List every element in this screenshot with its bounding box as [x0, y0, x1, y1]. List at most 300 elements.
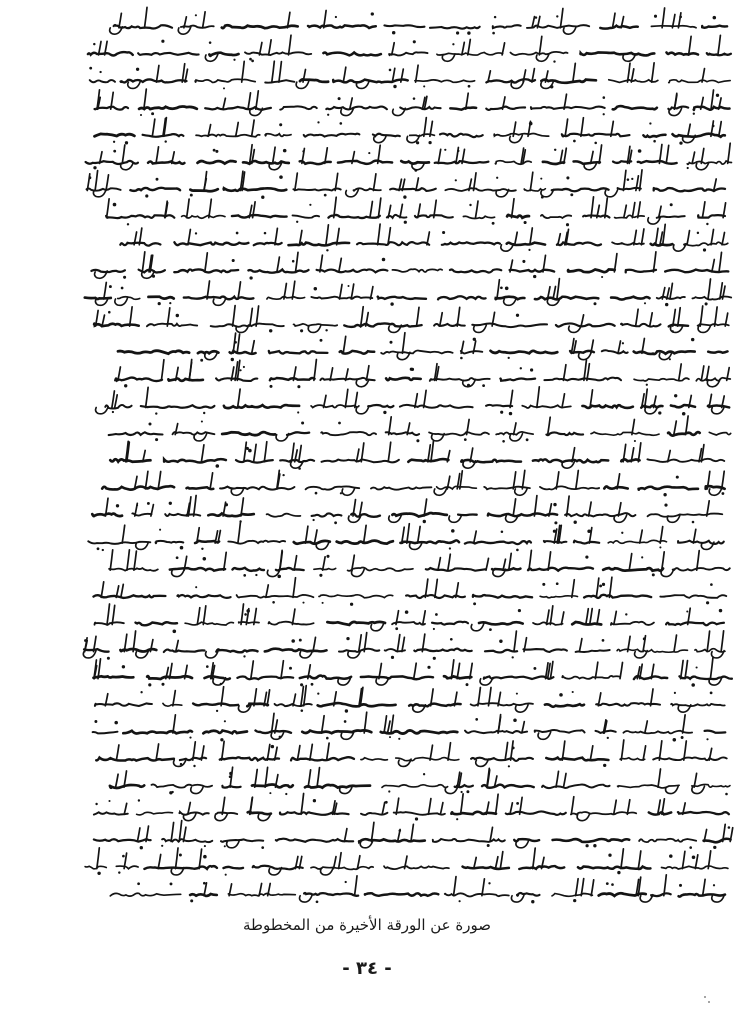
script-dot	[533, 667, 536, 670]
script-stroke	[359, 839, 425, 842]
script-ascender	[621, 740, 624, 760]
script-stroke	[517, 893, 540, 896]
script-stroke	[653, 757, 727, 760]
script-stroke	[438, 296, 486, 299]
script-dot	[113, 141, 115, 143]
script-ascender	[252, 120, 255, 136]
script-dot	[516, 314, 519, 317]
script-stroke	[535, 297, 598, 300]
script-stroke	[90, 80, 115, 82]
script-dot	[603, 113, 605, 115]
script-dot	[449, 547, 451, 549]
script-dot	[603, 764, 606, 767]
script-dot	[512, 746, 515, 749]
script-dot	[435, 613, 438, 616]
script-ascender	[457, 307, 460, 326]
script-dot	[327, 114, 329, 116]
script-dot	[395, 627, 398, 630]
script-ascender	[650, 313, 653, 326]
script-dot	[492, 32, 495, 35]
script-stroke	[522, 405, 571, 408]
script-dot	[297, 385, 300, 388]
script-ascender	[293, 694, 296, 706]
script-dot	[383, 411, 386, 414]
script-dot	[382, 258, 386, 262]
script-ascender	[389, 417, 392, 435]
script-stroke	[485, 650, 517, 653]
script-dot	[696, 666, 698, 668]
script-stroke	[85, 298, 111, 299]
script-ascender	[710, 658, 713, 679]
script-ascender	[476, 201, 479, 218]
script-dot	[489, 628, 492, 631]
script-ascender	[719, 252, 722, 272]
script-dot	[231, 358, 234, 361]
script-dot	[725, 793, 728, 796]
script-ascender	[718, 35, 721, 55]
script-stroke	[302, 730, 371, 733]
script-stroke	[386, 432, 419, 435]
script-stroke	[361, 813, 387, 815]
script-dot	[658, 411, 661, 414]
script-stroke	[323, 53, 381, 56]
script-dot	[603, 96, 606, 99]
script-ascender	[674, 635, 677, 652]
script-dot	[415, 817, 418, 820]
script-dot	[460, 357, 463, 360]
script-stroke	[618, 785, 680, 788]
script-stroke	[545, 704, 584, 707]
script-stroke	[552, 188, 609, 191]
script-ascender	[448, 554, 451, 570]
script-ascender	[267, 690, 270, 706]
script-dot	[689, 846, 692, 849]
script-ascender	[339, 258, 342, 272]
script-dot	[634, 440, 636, 442]
script-stroke	[311, 405, 359, 408]
script-ascender	[539, 36, 542, 55]
script-stroke	[87, 188, 121, 190]
script-stroke	[692, 297, 731, 300]
script-ascender	[222, 797, 225, 814]
script-ascender	[107, 199, 110, 218]
script-ascender	[512, 199, 515, 218]
script-dot	[203, 882, 206, 885]
script-descender	[96, 407, 109, 414]
script-stroke	[216, 649, 257, 652]
script-stroke	[541, 215, 571, 218]
script-ascender	[146, 387, 149, 407]
script-ascender	[498, 692, 501, 705]
script-descender	[577, 813, 590, 820]
script-dot	[554, 149, 556, 151]
handwritten-manuscript-icon	[76, 0, 734, 915]
script-ascender	[137, 828, 140, 842]
script-dot	[389, 341, 392, 344]
script-dot	[173, 630, 177, 634]
script-stroke	[450, 108, 476, 110]
script-ascender	[435, 579, 438, 597]
script-dot	[500, 411, 503, 414]
script-dot	[324, 194, 327, 197]
script-dot	[371, 12, 374, 15]
script-dot	[528, 249, 530, 251]
script-stroke	[544, 378, 621, 381]
script-ascender	[687, 231, 690, 245]
script-stroke	[387, 215, 407, 218]
script-dot	[594, 302, 597, 305]
script-ascender	[529, 550, 532, 570]
script-stroke	[280, 106, 317, 109]
script-dot	[413, 97, 416, 100]
script-dot	[611, 883, 614, 886]
script-dot	[423, 520, 426, 523]
script-dot	[97, 547, 100, 550]
script-ascender	[522, 470, 525, 489]
script-dot	[682, 412, 686, 416]
script-ascender	[428, 445, 431, 462]
script-dot	[638, 149, 642, 153]
script-ascender	[715, 307, 718, 326]
script-dot	[122, 665, 125, 668]
script-ascender	[304, 686, 307, 706]
script-ascender	[703, 879, 706, 895]
script-dot	[456, 818, 458, 820]
script-ascender	[688, 124, 691, 136]
script-dot	[716, 94, 719, 97]
script-ascender	[645, 389, 648, 407]
script-dot	[261, 196, 264, 199]
script-ascender	[102, 315, 105, 326]
script-stroke	[293, 188, 340, 190]
script-stroke	[245, 52, 311, 55]
script-dot	[325, 329, 327, 331]
script-stroke	[557, 242, 601, 245]
script-dot	[706, 223, 708, 225]
script-stroke	[429, 432, 489, 435]
script-dot	[529, 122, 533, 126]
script-stroke	[130, 188, 180, 191]
script-stroke	[102, 486, 174, 489]
script-ascender	[609, 577, 612, 597]
script-stroke	[123, 731, 192, 734]
script-ascender	[156, 66, 159, 83]
script-ascender	[711, 230, 714, 245]
script-stroke	[651, 893, 671, 896]
script-ascender	[373, 174, 376, 191]
script-dot	[195, 586, 197, 588]
script-ascender	[482, 879, 485, 896]
script-dot	[669, 854, 673, 858]
script-dot	[492, 222, 495, 225]
script-dot	[659, 546, 661, 548]
script-dot	[433, 628, 435, 630]
script-ascender	[391, 715, 394, 733]
script-stroke	[669, 80, 731, 83]
script-stroke	[361, 758, 388, 760]
script-dot	[195, 232, 197, 234]
script-descender	[213, 298, 226, 305]
script-dot	[681, 736, 684, 739]
script-ascender	[567, 496, 570, 516]
script-stroke	[93, 732, 118, 734]
script-dot	[314, 287, 317, 290]
script-descender	[471, 624, 484, 631]
script-dot	[291, 639, 295, 643]
script-ascender	[694, 773, 697, 787]
script-dot	[296, 221, 298, 223]
script-stroke	[270, 378, 315, 380]
script-ascender	[597, 610, 600, 625]
script-stroke	[198, 161, 236, 164]
script-stroke	[571, 812, 636, 815]
script-ascender	[204, 883, 207, 896]
script-ascender	[392, 43, 395, 55]
script-stroke	[205, 107, 271, 110]
script-dot	[156, 178, 159, 181]
script-ascender	[414, 663, 417, 679]
script-stroke	[248, 270, 308, 273]
script-ascender	[438, 558, 441, 571]
script-ascender	[115, 395, 118, 408]
script-stroke	[433, 839, 505, 842]
script-dot	[540, 178, 542, 180]
script-ascender	[277, 257, 280, 272]
script-dot	[594, 142, 597, 145]
script-dot	[674, 692, 676, 694]
script-dot	[587, 529, 591, 533]
script-dot	[606, 882, 609, 885]
script-ascender	[411, 824, 414, 841]
script-dot	[243, 366, 245, 368]
script-ascender	[638, 851, 641, 869]
script-ascender	[417, 307, 420, 326]
script-stroke	[164, 650, 205, 652]
script-ascender	[238, 523, 241, 544]
script-stroke	[463, 216, 494, 218]
script-ascender	[205, 253, 208, 272]
script-dot	[138, 799, 140, 801]
script-stroke	[305, 785, 370, 788]
script-ascender	[256, 91, 258, 109]
script-stroke	[647, 459, 724, 462]
script-ascender	[565, 119, 568, 136]
script-stroke	[138, 53, 199, 55]
script-ascender	[97, 848, 100, 869]
script-ascender	[573, 63, 576, 82]
script-descender	[271, 732, 284, 739]
script-ascender	[560, 9, 563, 28]
script-stroke	[265, 649, 327, 652]
script-ascender	[388, 721, 391, 733]
script-dot	[229, 775, 232, 778]
script-stroke	[137, 812, 173, 815]
script-dot	[125, 141, 128, 144]
script-dot	[243, 655, 245, 657]
script-dot	[93, 43, 95, 45]
script-stroke	[170, 568, 225, 571]
script-ascender	[614, 254, 617, 272]
script-stroke	[357, 242, 429, 245]
script-ascender	[533, 848, 536, 869]
script-stroke	[440, 134, 483, 138]
script-dot	[88, 176, 91, 179]
script-dot	[488, 882, 490, 884]
script-stroke	[228, 541, 285, 544]
script-dot	[520, 367, 522, 369]
script-descender	[538, 732, 551, 739]
script-dot	[593, 844, 596, 847]
script-dot	[272, 601, 275, 604]
script-stroke	[252, 784, 293, 787]
script-dot	[84, 639, 87, 642]
script-dot	[89, 67, 92, 70]
script-stroke	[649, 812, 671, 814]
script-dot	[494, 16, 496, 18]
script-ascender	[210, 473, 213, 489]
script-dot	[161, 683, 164, 686]
script-stroke	[603, 568, 663, 571]
script-stroke	[312, 513, 342, 516]
script-ascender	[280, 550, 283, 570]
script-dot	[249, 276, 252, 279]
script-stroke	[611, 622, 654, 625]
script-dot	[459, 900, 461, 902]
script-dot	[473, 602, 476, 605]
script-stroke	[118, 351, 189, 354]
script-stroke	[344, 323, 421, 327]
script-stroke	[486, 107, 525, 110]
script-dot	[176, 314, 179, 317]
script-stroke	[269, 622, 314, 625]
script-descender	[709, 488, 722, 495]
script-stroke	[648, 514, 723, 517]
script-ascender	[595, 662, 598, 679]
script-dot	[652, 573, 655, 576]
script-dot	[269, 792, 271, 794]
script-dot	[509, 412, 512, 415]
script-stroke	[609, 80, 658, 83]
script-dot	[413, 40, 416, 43]
script-dot	[107, 657, 110, 660]
script-ascender	[308, 770, 311, 787]
script-ascender	[564, 774, 567, 788]
script-stroke	[618, 188, 641, 190]
script-dot	[300, 329, 303, 332]
script-ascender	[670, 283, 673, 299]
script-ascender	[116, 774, 119, 787]
script-dot	[572, 691, 574, 693]
script-dot	[508, 765, 510, 767]
script-dot	[643, 637, 646, 640]
script-ascender	[596, 578, 599, 597]
script-dot	[405, 610, 409, 614]
script-dot	[622, 342, 624, 344]
script-ascender	[124, 803, 127, 814]
script-ascender	[662, 799, 665, 815]
script-dot	[391, 656, 394, 659]
script-ascender	[266, 585, 269, 598]
script-dot	[602, 583, 605, 586]
script-dot	[246, 447, 249, 450]
script-dot	[468, 85, 471, 88]
script-dot	[350, 603, 353, 606]
script-ascender	[490, 827, 493, 841]
script-dot	[292, 260, 295, 263]
script-dot	[710, 583, 713, 586]
script-stroke	[562, 134, 630, 137]
script-stroke	[533, 622, 563, 624]
script-ascender	[378, 198, 381, 218]
script-ascender	[643, 746, 646, 760]
script-dot	[236, 232, 239, 235]
script-ascender	[134, 551, 137, 570]
script-stroke	[578, 867, 650, 869]
script-stroke	[390, 188, 436, 191]
script-dot	[140, 691, 142, 693]
script-dot	[311, 683, 314, 686]
script-dot	[108, 311, 111, 314]
script-dot	[102, 549, 104, 551]
script-ascender	[238, 389, 241, 407]
script-ascender	[614, 800, 617, 814]
script-ascender	[557, 279, 560, 299]
script-dot	[553, 503, 556, 506]
script-ascender	[689, 36, 692, 55]
script-ascender	[666, 145, 669, 163]
script-stroke	[94, 595, 166, 598]
script-stroke	[576, 650, 610, 652]
script-stroke	[338, 161, 392, 164]
script-ascender	[315, 530, 318, 543]
script-stroke	[351, 514, 380, 517]
script-ascender	[378, 224, 381, 245]
script-dot	[269, 329, 272, 332]
script-ascender	[702, 202, 705, 218]
script-stroke	[216, 813, 237, 814]
script-ascender	[281, 661, 284, 679]
script-stroke	[510, 270, 555, 272]
script-ascender	[279, 62, 282, 83]
script-dot	[317, 692, 319, 694]
script-stroke	[524, 189, 545, 191]
script-stroke	[471, 758, 533, 761]
script-ascender	[301, 794, 304, 815]
script-ascender	[556, 771, 559, 787]
script-dot	[679, 16, 682, 19]
script-dot	[200, 359, 203, 362]
script-dot	[317, 121, 319, 123]
script-ascender	[299, 446, 302, 462]
script-stroke	[527, 25, 589, 28]
script-descender	[191, 786, 204, 793]
script-dot	[466, 683, 469, 686]
script-dot	[338, 422, 341, 425]
script-dot	[176, 556, 179, 559]
script-stroke	[541, 80, 596, 83]
script-dot	[216, 710, 218, 712]
script-ascender	[586, 609, 589, 625]
script-ascender	[571, 797, 574, 815]
script-dot	[466, 790, 469, 793]
script-stroke	[267, 514, 301, 517]
script-dot	[654, 15, 657, 18]
script-stroke	[381, 351, 452, 354]
script-stroke	[500, 378, 535, 380]
script-stroke	[400, 107, 440, 109]
script-dot	[244, 613, 247, 616]
script-dot	[189, 737, 191, 739]
